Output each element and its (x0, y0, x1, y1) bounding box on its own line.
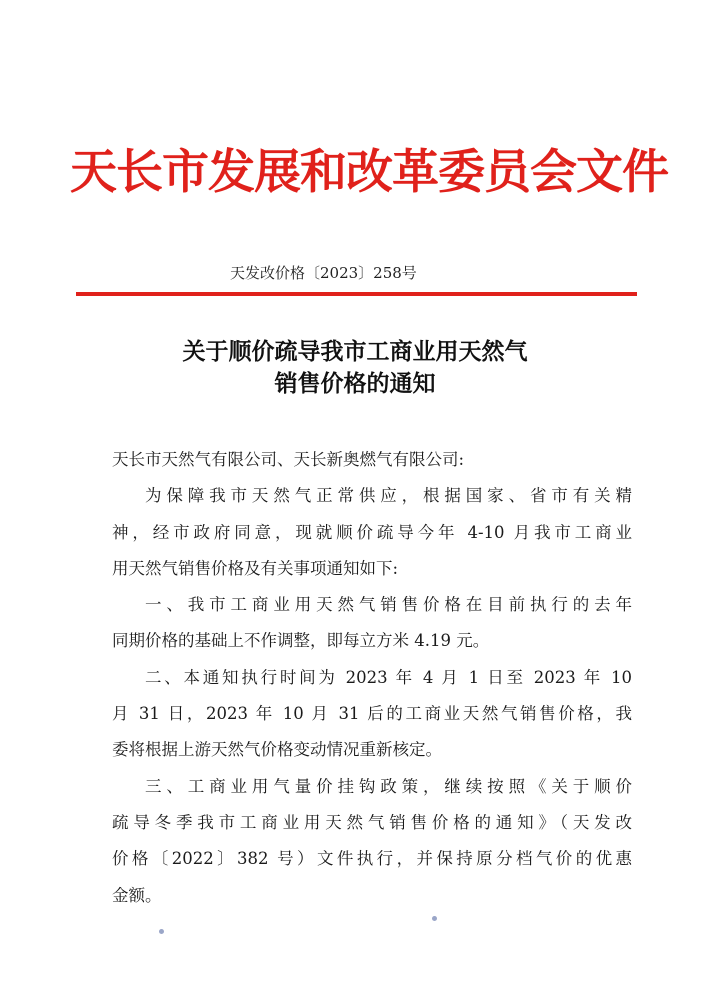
body-line: 同期价格的基础上不作调整，即每立方米 4.19 元。 (112, 631, 490, 651)
scan-speck (159, 929, 164, 934)
notice-title-line-2: 销售价格的通知 (274, 370, 436, 397)
body-line: 神，经市政府同意，现就顺价疏导今年 4-10 月我市工商业 (112, 522, 632, 542)
scan-speck (432, 916, 437, 921)
body-line: 疏导冬季我市工商业用天然气销售价格的通知》（天发改 (112, 812, 632, 832)
notice-title (100, 336, 610, 400)
body-line: 为保障我市天然气正常供应，根据国家、省市有关精 (145, 486, 632, 506)
notice-body (112, 442, 632, 914)
body-line: 三、工商业用气量价挂钩政策，继续按照《关于顺价 (145, 776, 632, 796)
body-line: 用天然气销售价格及有关事项通知如下: (112, 558, 399, 578)
body-line: 一、我市工商业用天然气销售价格在目前执行的去年 (145, 595, 632, 615)
body-line: 委将根据上游天然气价格变动情况重新核定。 (112, 740, 442, 760)
body-line: 二、本通知执行时间为 2023 年 4 月 1 日至 2023 年 10 (145, 667, 632, 687)
addressee-line: 天长市天然气有限公司、天长新奥燃气有限公司: (112, 450, 465, 469)
issuing-authority-title: 天长市发展和改革委员会文件 (70, 145, 668, 200)
body-line: 月 31 日，2023 年 10 月 31 后的工商业天然气销售价格，我 (112, 704, 632, 724)
body-line: 价格〔2022〕382 号）文件执行，并保持原分档气价的优惠 (112, 849, 632, 869)
body-line: 金额。 (112, 885, 162, 905)
notice-title-line-1: 关于顺价疏导我市工商业用天然气 (182, 338, 528, 365)
red-divider-line (76, 292, 637, 296)
document-number: 天发改价格〔2023〕258号 (230, 264, 417, 282)
